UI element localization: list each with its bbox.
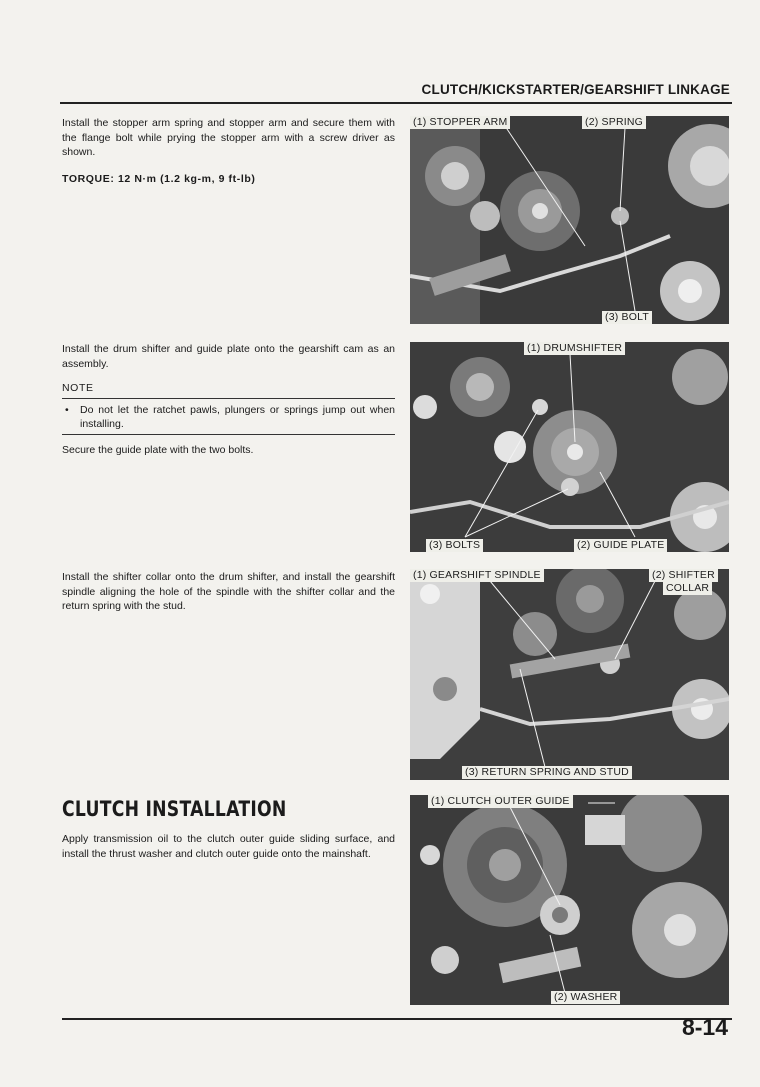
label-clutch-outer-guide: (1) CLUTCH OUTER GUIDE: [428, 795, 573, 808]
page-header: [60, 80, 732, 104]
photo-stopper-arm: [410, 116, 729, 324]
step3-paragraph: Install the shifter collar onto the drum shifter, and install the gearshift spindle aligning the hole of the spindle with the shifter collar and the return spring with the stud.: [62, 571, 395, 612]
note-label: NOTE: [62, 382, 94, 394]
label-gearshift-spindle: (1) GEARSHIFT SPINDLE: [410, 569, 544, 582]
engine-photo-1: [410, 116, 729, 324]
note-item-text: Do not let the ratchet pawls, plungers or springs jump out when installing.: [80, 403, 395, 430]
footer-rule: [62, 1018, 732, 1020]
label-guide-plate: (2) GUIDE PLATE: [574, 539, 667, 552]
note-bottom-rule: [62, 434, 395, 435]
photo-drum-shifter: [410, 342, 729, 552]
section-heading: CLUTCH INSTALLATION: [62, 797, 287, 821]
label-bolts: (3) BOLTS: [426, 539, 483, 552]
note-item: [62, 403, 395, 432]
engine-photo-3: [410, 569, 729, 780]
step1-text-block: [62, 116, 395, 186]
photo-clutch-outer-guide: [410, 795, 729, 1005]
step2-paragraph: Install the drum shifter and guide plate onto the gearshift cam as an assembly.: [62, 343, 395, 370]
label-return-spring-stud: (3) RETURN SPRING AND STUD: [462, 766, 632, 779]
photo-gearshift-spindle: [410, 569, 729, 780]
step1-paragraph: Install the stopper arm spring and stopper arm and secure them with the flange bolt while prying the stopper arm with a screw driver as shown.: [62, 117, 395, 158]
bullet-icon: •: [65, 403, 69, 416]
chapter-title: CLUTCH/KICKSTARTER/GEARSHIFT LINKAGE: [421, 82, 730, 97]
torque-spec: TORQUE: 12 N·m (1.2 kg-m, 9 ft-lb): [62, 172, 256, 185]
engine-photo-4: [410, 795, 729, 1005]
note-top-rule: [62, 398, 395, 399]
step4-text-block: [62, 832, 395, 861]
label-drumshifter: (1) DRUMSHIFTER: [524, 342, 625, 355]
page-number: 8-14: [681, 1014, 728, 1040]
label-washer: (2) WASHER: [551, 991, 620, 1004]
label-bolt: (3) BOLT: [602, 311, 652, 324]
label-collar: COLLAR: [663, 582, 712, 595]
label-shifter: (2) SHIFTER: [649, 569, 718, 582]
label-stopper-arm: (1) STOPPER ARM: [410, 116, 510, 129]
label-spring: (2) SPRING: [582, 116, 646, 129]
step4-paragraph: Apply transmission oil to the clutch outer guide sliding surface, and install the thrust washer and clutch outer guide onto the mainshaft.: [62, 833, 395, 860]
step2-text-block: [62, 342, 395, 457]
step3-text-block: [62, 570, 395, 614]
engine-photo-2: [410, 342, 729, 552]
step2-secure-text: Secure the guide plate with the two bolts.: [62, 443, 254, 456]
